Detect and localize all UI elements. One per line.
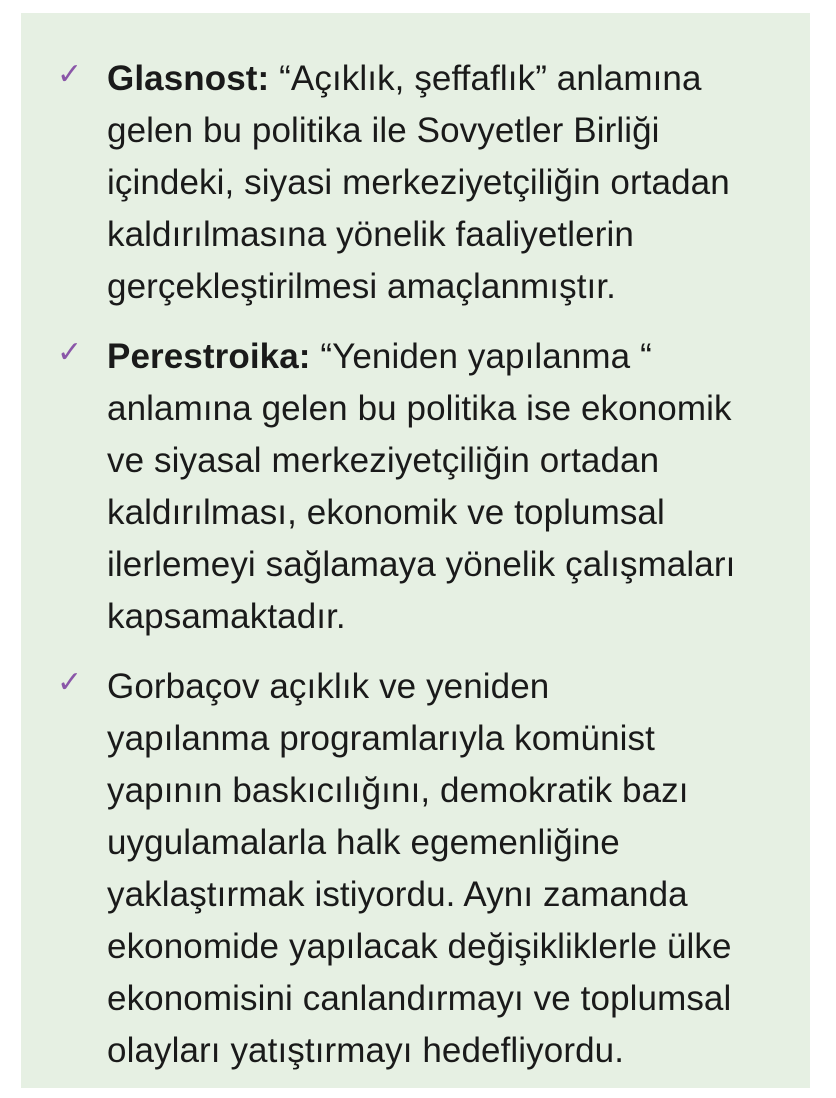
term-label: Perestroika: xyxy=(107,337,311,376)
list-item-text: Glasnost: “Açıklık, şeffaflık” anlamına gelen bu politika ile Sovyetler Birliği içindeki, siyasi merkeziyetçiliğin ortadan kaldırılmasına yönelik faaliyetlerin gerçekleştirilmesi amaçlanmıştır. xyxy=(107,59,730,306)
term-label: Glasnost: xyxy=(107,59,270,98)
list-item-text: Perestroika: “Yeniden yapılanma “ anlamına gelen bu politika ise ekonomik ve siyasal merkeziyetçiliğin ortadan kaldırılması, ekonomik ve toplumsal ilerlemeyi sağlamaya yönelik çalışmaları kapsamaktadır. xyxy=(107,337,736,636)
list-item-text: Gorbaçov açıklık ve yeniden yapılanma programlarıyla komünist yapının baskıcılığını, demokratik bazı uygulamalarla halk egemenliğine yaklaştırmak istiyordu. Aynı zamanda ekonomide yapılacak değişikliklerle ülke ekonomisini canlandırmayı ve toplumsal olayları yatıştırmayı hedefliyordu. xyxy=(107,667,732,1070)
checkmark-icon: ✓ xyxy=(57,665,83,700)
info-panel xyxy=(21,13,810,1088)
checkmark-icon: ✓ xyxy=(57,335,83,370)
checkmark-icon: ✓ xyxy=(57,57,83,92)
